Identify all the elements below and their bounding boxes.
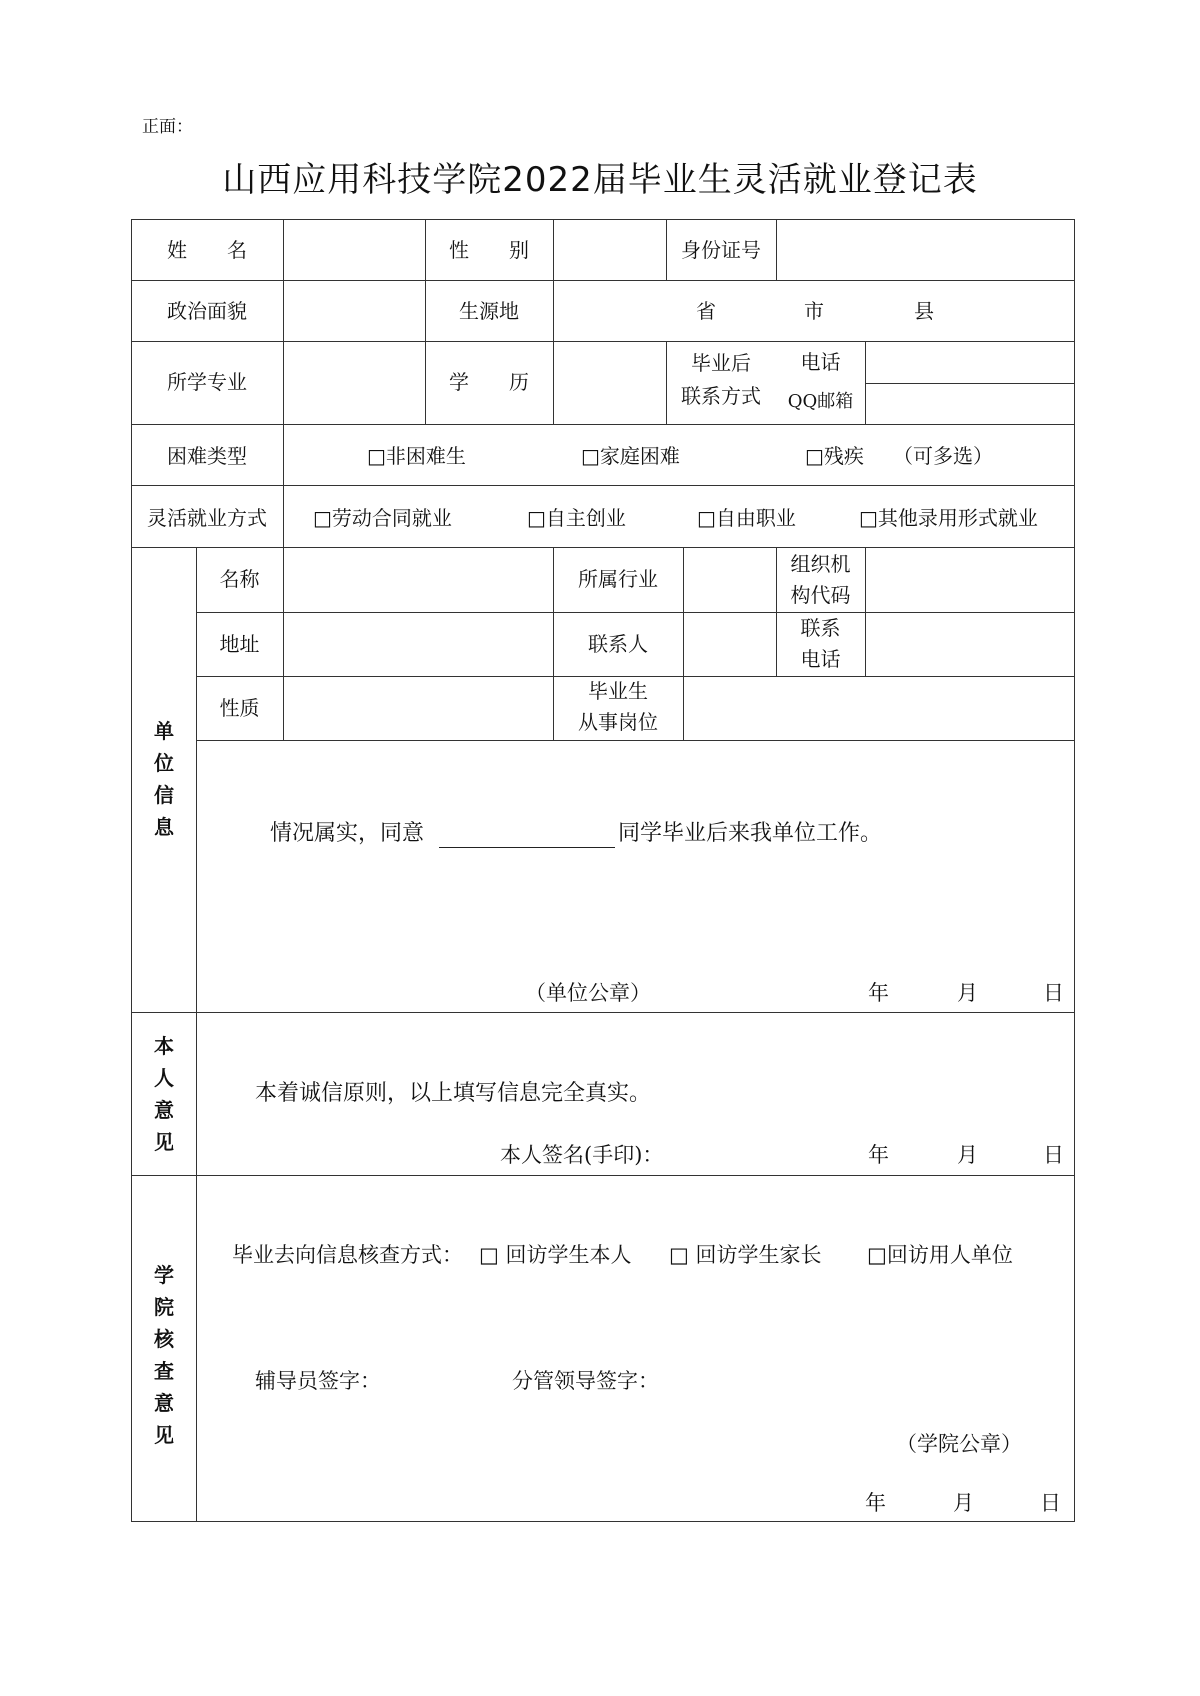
college-date-year: 年	[865, 1491, 886, 1515]
section-label-personal-opinion: 本人意见	[154, 1034, 174, 1154]
label-political-status: 政治面貌	[167, 299, 247, 323]
line	[131, 219, 1075, 220]
line	[131, 1175, 1075, 1176]
line	[865, 341, 866, 424]
line	[865, 547, 866, 676]
label-contact-person: 联系人	[588, 632, 648, 656]
checkbox-family-difficulty[interactable]: □家庭困难	[581, 444, 680, 468]
label-unit-name: 名称	[219, 567, 260, 591]
registration-form-table	[131, 219, 1075, 1522]
label-gender: 性 别	[449, 238, 529, 262]
label-phone: 电话	[800, 350, 841, 374]
unit-statement-pre: 情况属实，同意	[270, 821, 425, 846]
personal-statement: 本着诚信原则，以上填写信息完全真实。	[255, 1081, 652, 1106]
college-date-month: 月	[953, 1491, 974, 1515]
line	[776, 219, 777, 280]
label-qq-email: QQ邮箱	[787, 391, 854, 412]
line	[131, 1012, 1075, 1013]
origin-county: 县	[914, 299, 934, 323]
checkbox-visit-student[interactable]: □ 回访学生本人	[479, 1243, 632, 1267]
personal-date-day: 日	[1043, 1143, 1064, 1167]
label-org-code: 组织机	[790, 552, 851, 576]
label-difficulty-type: 困难类型	[167, 444, 247, 468]
section-label-unit-info: 单位信息	[154, 719, 174, 839]
unit-statement-post: 同学毕业后来我单位工作。	[618, 821, 883, 846]
line	[283, 547, 284, 740]
checkbox-non-difficulty[interactable]: □非困难生	[367, 444, 466, 468]
checkbox-labor-contract[interactable]: □劳动合同就业	[313, 506, 452, 530]
line	[196, 676, 1075, 677]
label-contact-phone: 联系	[800, 616, 841, 640]
checkbox-disability[interactable]: □残疾	[805, 444, 864, 468]
line	[131, 219, 132, 1522]
unit-date-month: 月	[957, 981, 978, 1005]
label-industry: 所属行业	[578, 567, 658, 591]
student-name-blank[interactable]	[439, 847, 615, 848]
section-label-college-verification: 学院核查意见	[154, 1263, 174, 1447]
line	[131, 341, 1075, 342]
leader-signature-label: 分管领导签字：	[512, 1369, 659, 1393]
label-org-code: 构代码	[790, 583, 851, 607]
origin-city: 市	[804, 299, 824, 323]
label-flex-mode: 灵活就业方式	[147, 506, 267, 530]
line	[131, 547, 1075, 548]
origin-province: 省	[696, 299, 716, 323]
checkbox-visit-parents[interactable]: □ 回访学生家长	[669, 1243, 822, 1267]
label-contact-phone: 电话	[800, 647, 841, 671]
line	[131, 424, 1075, 425]
verify-method-label: 毕业去向信息核查方式：	[232, 1243, 463, 1267]
label-id-number: 身份证号	[681, 238, 761, 262]
personal-date-month: 月	[957, 1143, 978, 1167]
line	[553, 219, 554, 424]
line	[196, 612, 1075, 613]
label-contact-after: 联系方式	[681, 384, 761, 408]
college-seal: （学院公章）	[896, 1432, 1022, 1456]
label-name: 姓 名	[167, 238, 247, 262]
label-post: 从事岗位	[578, 710, 658, 734]
line	[131, 280, 1075, 281]
personal-signature-label: 本人签名(手印)：	[500, 1143, 664, 1167]
checkbox-self-employed[interactable]: □自主创业	[527, 506, 626, 530]
multi-select-note: （可多选）	[893, 444, 993, 468]
unit-seal: （单位公章）	[525, 981, 651, 1005]
form-title: 山西应用科技学院2022届毕业生灵活就业登记表	[222, 160, 978, 200]
unit-date-year: 年	[868, 981, 889, 1005]
line	[131, 485, 1075, 486]
label-address: 地址	[219, 632, 260, 656]
checkbox-visit-employer[interactable]: □回访用人单位	[867, 1243, 1013, 1267]
personal-date-year: 年	[868, 1143, 889, 1167]
line	[683, 547, 684, 740]
checkbox-other-forms[interactable]: □其他录用形式就业	[859, 506, 1038, 530]
label-contact-after: 毕业后	[691, 351, 751, 375]
line	[196, 740, 1075, 741]
side-label: 正面：	[142, 117, 193, 137]
label-post: 毕业生	[588, 679, 648, 703]
line	[865, 383, 1075, 384]
label-origin: 生源地	[459, 299, 519, 323]
label-education: 学 历	[449, 370, 529, 394]
checkbox-freelance[interactable]: □自由职业	[697, 506, 796, 530]
line	[131, 1521, 1075, 1522]
line	[283, 219, 284, 547]
label-nature: 性质	[219, 696, 260, 720]
label-major: 所学专业	[167, 370, 247, 394]
counselor-signature-label: 辅导员签字：	[255, 1369, 381, 1393]
line	[1074, 219, 1075, 1522]
unit-date-day: 日	[1043, 981, 1064, 1005]
line	[196, 547, 197, 1522]
college-date-day: 日	[1040, 1491, 1061, 1515]
